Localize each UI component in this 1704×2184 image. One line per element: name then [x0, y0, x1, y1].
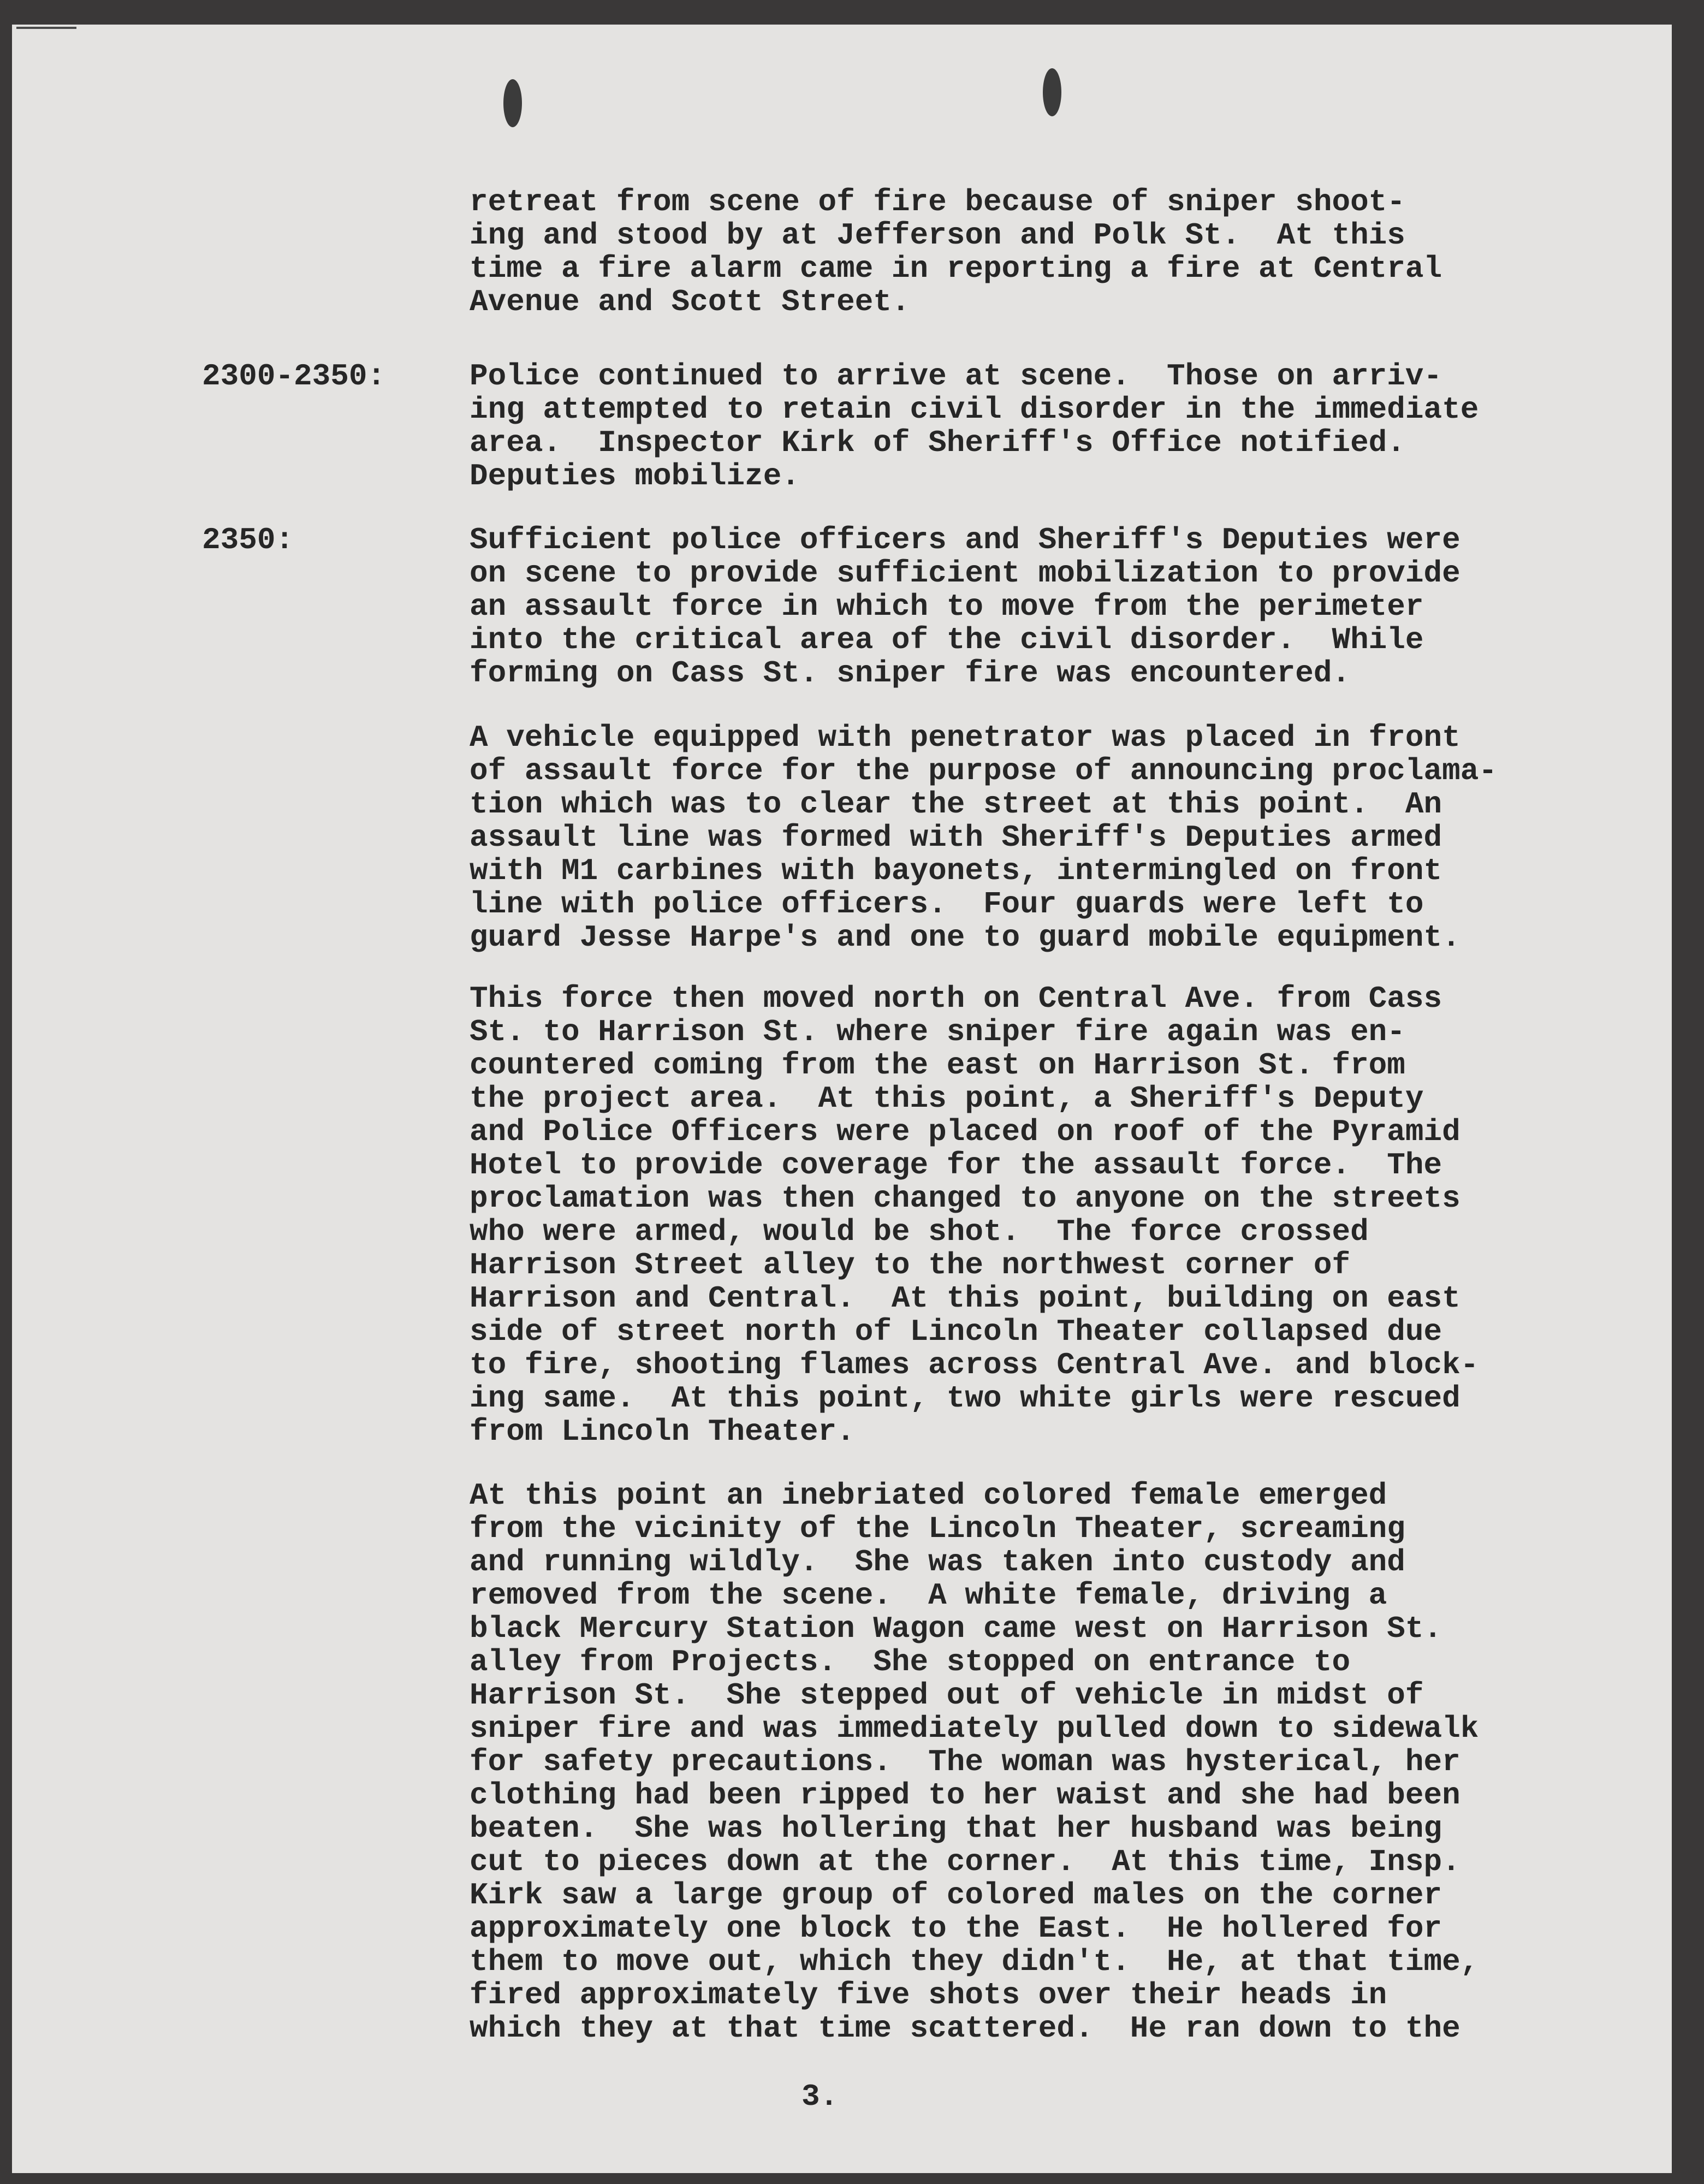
text-line: for safety precautions. The woman was hysterical, her [470, 1744, 1460, 1779]
entry-paragraph [470, 360, 1479, 493]
continuation-paragraph [470, 186, 1442, 319]
text-line: and Police Officers were placed on roof of the Pyramid [470, 1114, 1460, 1149]
punch-hole-left [503, 79, 522, 127]
text-line: beaten. She was hollering that her husband was being [470, 1811, 1442, 1846]
text-line: proclamation was then changed to anyone on the streets [470, 1181, 1460, 1216]
text-line: This force then moved north on Central Ave. from Cass [470, 981, 1442, 1016]
text-line: clothing had been ripped to her waist and she had been [470, 1778, 1460, 1813]
text-line: from Lincoln Theater. [470, 1414, 855, 1449]
entry-paragraph [470, 524, 1460, 690]
entry-time-label: 2300-2350: [202, 359, 386, 394]
text-line: which they at that time scattered. He ran down to the [470, 2011, 1460, 2046]
text-line: into the critical area of the civil disorder. While [470, 622, 1424, 657]
text-line: Deputies mobilize. [470, 459, 800, 494]
text-line: countered coming from the east on Harrison St. from [470, 1048, 1405, 1083]
text-line: A vehicle equipped with penetrator was placed in front [470, 720, 1460, 755]
text-line: Police continued to arrive at scene. Those on arriv- [470, 359, 1442, 394]
text-line: Avenue and Scott Street. [470, 284, 910, 319]
text-line: Kirk saw a large group of colored males on the corner [470, 1878, 1442, 1913]
text-line: assault line was formed with Sheriff's Deputies armed [470, 820, 1442, 855]
text-line: guard Jesse Harpe's and one to guard mobile equipment. [470, 920, 1460, 955]
text-line: line with police officers. Four guards were left to [470, 887, 1424, 922]
text-line: ing same. At this point, two white girls were rescued [470, 1381, 1460, 1416]
text-line: of assault force for the purpose of announcing proclama- [470, 753, 1497, 788]
entry-paragraph [470, 721, 1497, 954]
entry-paragraph [470, 982, 1479, 1449]
text-line: Hotel to provide coverage for the assault force. The [470, 1148, 1442, 1183]
text-line: from the vicinity of the Lincoln Theater, screaming [470, 1511, 1405, 1546]
text-line: tion which was to clear the street at this point. An [470, 787, 1442, 822]
text-line: forming on Cass St. sniper fire was encountered. [470, 656, 1351, 691]
text-line: sniper fire and was immediately pulled down to sidewalk [470, 1711, 1479, 1746]
text-line: to fire, shooting flames across Central Ave. and block- [470, 1348, 1479, 1382]
text-line: an assault force in which to move from the perimeter [470, 589, 1424, 624]
text-line: St. to Harrison St. where sniper fire again was en- [470, 1014, 1405, 1049]
text-line: Harrison St. She stepped out of vehicle in midst of [470, 1678, 1424, 1713]
text-line: Harrison and Central. At this point, building on east [470, 1281, 1460, 1316]
scan-artifact-mark [16, 27, 76, 29]
text-line: Sufficient police officers and Sheriff's Deputies were [470, 523, 1460, 557]
text-line: who were armed, would be shot. The force crossed [470, 1214, 1369, 1249]
document-page [12, 25, 1672, 2173]
text-line: At this point an inebriated colored female emerged [470, 1478, 1387, 1513]
text-line: retreat from scene of fire because of sniper shoot- [470, 185, 1405, 219]
text-line: ing and stood by at Jefferson and Polk St. At this [470, 218, 1405, 253]
text-line: fired approximately five shots over their heads in [470, 1978, 1387, 2013]
text-line: time a fire alarm came in reporting a fire at Central [470, 251, 1442, 286]
page-number: 3. [801, 2079, 839, 2114]
text-line: removed from the scene. A white female, driving a [470, 1578, 1387, 1613]
text-line: ing attempted to retain civil disorder in the immediate [470, 392, 1479, 427]
punch-hole-right [1043, 68, 1061, 116]
text-line: approximately one block to the East. He hollered for [470, 1911, 1442, 1946]
text-line: Harrison Street alley to the northwest corner of [470, 1248, 1351, 1283]
text-line: with M1 carbines with bayonets, intermingled on front [470, 853, 1442, 888]
text-line: area. Inspector Kirk of Sheriff's Office notified. [470, 425, 1405, 460]
entry-time-label: 2350: [202, 523, 294, 557]
text-line: the project area. At this point, a Sheriff's Deputy [470, 1081, 1424, 1116]
text-line: on scene to provide sufficient mobilization to provide [470, 556, 1460, 591]
text-line: cut to pieces down at the corner. At this time, Insp. [470, 1844, 1460, 1879]
text-line: black Mercury Station Wagon came west on Harrison St. [470, 1611, 1442, 1646]
entry-paragraph [470, 1479, 1479, 2045]
text-line: them to move out, which they didn't. He, at that time, [470, 1944, 1479, 1979]
text-line: alley from Projects. She stopped on entrance to [470, 1645, 1351, 1679]
text-line: side of street north of Lincoln Theater collapsed due [470, 1314, 1442, 1349]
text-line: and running wildly. She was taken into custody and [470, 1545, 1405, 1580]
